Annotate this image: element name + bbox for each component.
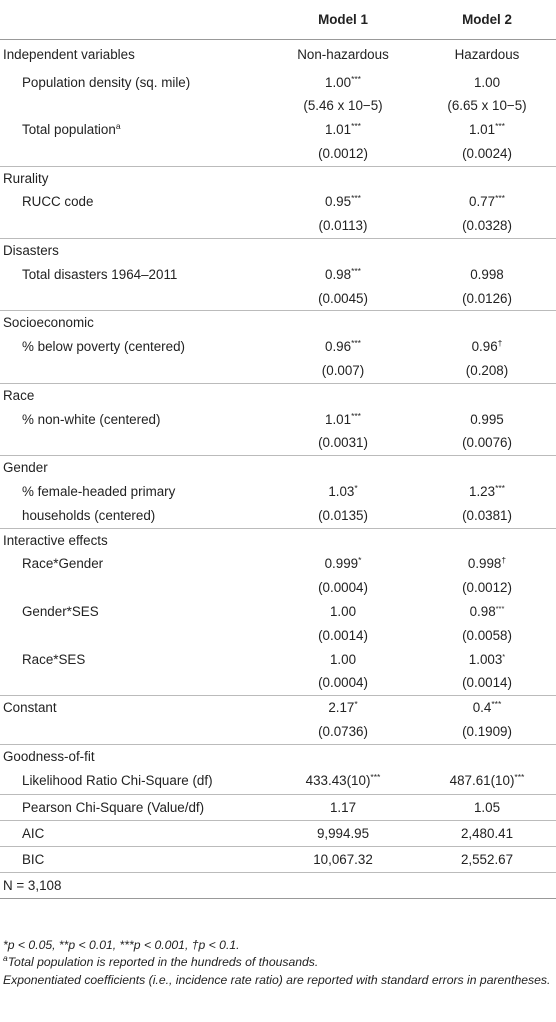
header-model-1: Model 1 bbox=[318, 12, 368, 27]
row-disasters bbox=[0, 239, 556, 263]
row-race bbox=[0, 383, 556, 407]
row-below-poverty bbox=[0, 335, 556, 359]
section-label: Gender bbox=[0, 456, 268, 480]
model-2-coef: 0.96† bbox=[471, 338, 503, 355]
row-gender-ses-se bbox=[0, 624, 556, 648]
model-2-coef: 0.98*** bbox=[469, 604, 505, 620]
row-bic bbox=[0, 847, 556, 873]
row-likelihood-ratio bbox=[0, 769, 556, 795]
row-rucc-code bbox=[0, 190, 556, 214]
model-2-se: (0.0058) bbox=[462, 627, 512, 643]
model-2-se: (0.0328) bbox=[462, 218, 512, 234]
row-female-headed bbox=[0, 480, 556, 504]
row-label: AIC bbox=[0, 821, 268, 847]
row-n bbox=[0, 873, 556, 899]
model-2-coef: 0.4*** bbox=[418, 696, 556, 720]
model-2-se: (6.65 x 10−5) bbox=[447, 98, 527, 114]
row-pearson bbox=[0, 795, 556, 821]
row-interactive-effects bbox=[0, 528, 556, 552]
model-2-value: 2,552.67 bbox=[418, 847, 556, 873]
population-note: $^a$Total population is reported in the hundreds of thousands. bbox=[3, 953, 319, 970]
model-1-se: (0.0736) bbox=[318, 724, 368, 740]
model-1-coef: 1.03* bbox=[328, 483, 358, 500]
model-1-coef: 1.00 bbox=[329, 604, 357, 620]
model-2-se: (0.0381) bbox=[462, 507, 512, 523]
model-1-coef: 1.01*** bbox=[325, 121, 361, 138]
row-gender bbox=[0, 456, 556, 480]
model-1-se: (0.0004) bbox=[318, 580, 368, 596]
model-2-se: (0.0126) bbox=[462, 290, 512, 306]
row-gender-ses bbox=[0, 600, 556, 624]
row-label: RUCC code bbox=[22, 194, 94, 210]
coefficient-note: Exponentiated coefficients (i.e., incidence rate ratio) are reported with standard errors in parentheses. bbox=[3, 972, 551, 987]
row-label: Likelihood Ratio Chi-Square (df) bbox=[22, 773, 213, 789]
model-1-se: (5.46 x 10−5) bbox=[303, 98, 383, 114]
model-2-value: 2,480.41 bbox=[418, 821, 556, 847]
row-rucc-code-se bbox=[0, 214, 556, 238]
row-below-poverty-se bbox=[0, 359, 556, 383]
model-2-coef: 1.23*** bbox=[469, 483, 505, 500]
row-label: Independent variables bbox=[3, 47, 135, 63]
section-label: Race bbox=[0, 383, 268, 407]
model-1-coef: 0.98*** bbox=[325, 265, 361, 282]
row-label: % non-white (centered) bbox=[22, 411, 161, 427]
model-1-coef: 2.17* bbox=[268, 696, 418, 720]
model-1-se: (0.0113) bbox=[318, 218, 368, 234]
row-non-white-se bbox=[0, 431, 556, 455]
model-1-coef: 1.00 bbox=[329, 651, 357, 667]
row-socioeconomic bbox=[0, 311, 556, 335]
model-1-value: 433.43(10)*** bbox=[305, 772, 381, 789]
model-1-coef: 1.01*** bbox=[325, 410, 361, 427]
model-2-se: (0.1909) bbox=[462, 724, 512, 740]
model-1-coef: 1.00*** bbox=[325, 73, 361, 90]
row-race-gender bbox=[0, 552, 556, 576]
model-1-se: (0.0014) bbox=[318, 627, 368, 643]
model-1-coef: 0.999* bbox=[324, 555, 362, 572]
row-label: BIC bbox=[0, 847, 268, 873]
section-label: Disasters bbox=[0, 239, 268, 263]
row-label: % female-headed primary bbox=[22, 484, 176, 500]
model-1-value: 9,994.95 bbox=[268, 821, 418, 847]
section-label: Socioeconomic bbox=[0, 311, 268, 335]
model-2-coef: 0.998 bbox=[470, 266, 504, 282]
model-2-se: (0.0076) bbox=[462, 435, 512, 451]
header-model-2: Model 2 bbox=[462, 12, 512, 27]
section-label: Goodness-of-fit bbox=[0, 744, 268, 768]
model-1-se: (0.0045) bbox=[318, 290, 368, 306]
model-2-value: 487.61(10)*** bbox=[449, 772, 525, 789]
table-notes bbox=[3, 937, 551, 989]
row-label: Total disasters 1964–2011 bbox=[22, 266, 178, 282]
model-2-coef: 0.995 bbox=[470, 411, 504, 427]
model-2-value: 1.05 bbox=[418, 795, 556, 821]
row-rurality bbox=[0, 166, 556, 190]
model-2-coef: 1.003* bbox=[468, 651, 506, 667]
header-row bbox=[0, 0, 556, 40]
model-2-coef: 1.01*** bbox=[469, 121, 505, 138]
row-aic bbox=[0, 821, 556, 847]
row-label: Total population$^a$ bbox=[22, 121, 121, 138]
row-total-disasters-se bbox=[0, 287, 556, 311]
row-race-gender-se bbox=[0, 576, 556, 600]
section-label: Interactive effects bbox=[0, 528, 268, 552]
row-constant bbox=[0, 696, 556, 720]
row-race-ses bbox=[0, 648, 556, 672]
model-1-se: (0.0031) bbox=[318, 435, 368, 451]
model-2-coef: 0.77*** bbox=[469, 193, 505, 210]
model-1-se: (0.007) bbox=[321, 363, 365, 379]
row-label: Population density (sq. mile) bbox=[22, 74, 191, 90]
row-label: Race*Gender bbox=[22, 556, 104, 572]
row-race-ses-se bbox=[0, 671, 556, 695]
row-population-density bbox=[0, 71, 556, 95]
row-constant-se bbox=[0, 720, 556, 744]
model-1-value: 10,067.32 bbox=[268, 847, 418, 873]
row-label: Race*SES bbox=[22, 651, 86, 667]
model-1-se: (0.0135) bbox=[318, 507, 368, 523]
row-label: Constant bbox=[0, 696, 268, 720]
row-total-disasters bbox=[0, 263, 556, 287]
row-total-population bbox=[0, 118, 556, 142]
header-blank bbox=[0, 0, 268, 40]
row-label: Gender*SES bbox=[22, 604, 99, 620]
model-1-coef: 0.96*** bbox=[325, 338, 361, 355]
sample-size: N = 3,108 bbox=[0, 873, 268, 899]
model-1-se: (0.0004) bbox=[318, 675, 368, 691]
row-non-white bbox=[0, 408, 556, 432]
row-goodness-of-fit bbox=[0, 744, 556, 768]
row-label: Pearson Chi-Square (Value/df) bbox=[0, 795, 268, 821]
model-2-se: (0.208) bbox=[465, 363, 509, 379]
row-total-population-se bbox=[0, 142, 556, 166]
model-1-se: (0.0012) bbox=[318, 145, 368, 161]
row-independent-variables bbox=[0, 40, 556, 71]
row-female-headed-se bbox=[0, 504, 556, 528]
model-1-coef: 0.95*** bbox=[325, 193, 361, 210]
model-2-type: Hazardous bbox=[454, 47, 520, 63]
model-1-value: 1.17 bbox=[268, 795, 418, 821]
model-2-coef: 0.998† bbox=[467, 555, 507, 572]
significance-note: *p < 0.05, **p < 0.01, ***p < 0.001, †p < 0.1. bbox=[3, 938, 240, 952]
model-2-se: (0.0012) bbox=[462, 580, 512, 596]
row-population-density-se bbox=[0, 94, 556, 118]
model-2-se: (0.0014) bbox=[462, 675, 512, 691]
model-1-type: Non-hazardous bbox=[297, 47, 389, 63]
section-label: Rurality bbox=[0, 166, 268, 190]
model-2-coef: 1.00 bbox=[473, 74, 501, 90]
model-2-se: (0.0024) bbox=[462, 145, 512, 161]
row-label-cont: households (centered) bbox=[22, 507, 156, 523]
row-label: % below poverty (centered) bbox=[22, 339, 185, 355]
